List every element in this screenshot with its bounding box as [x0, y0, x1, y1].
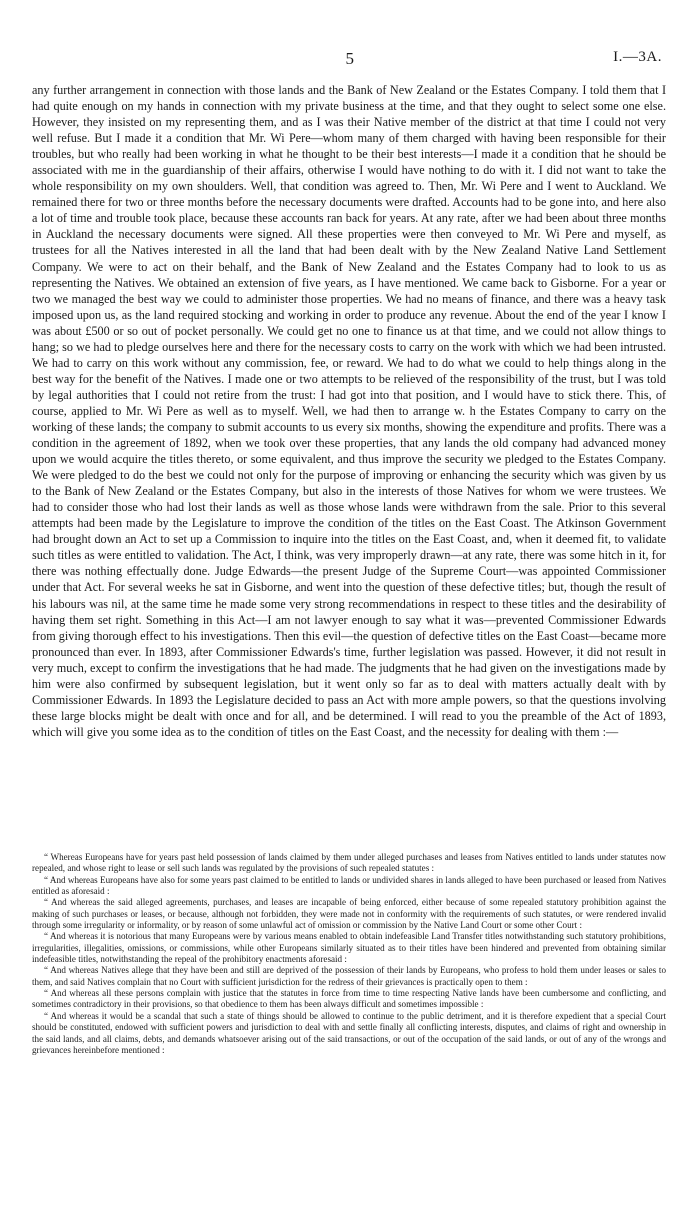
- act-preamble-quotation: [32, 852, 666, 1056]
- body-paragraph: any further arrangement in connection with those lands and the Bank of New Zealand or the Estates Company. I told them that I had quite enough on my hands in connection with my private business at the time, and that they ought to select some one else. However, they insisted on my representing them, and as I was their Native member of the district at that time I could not very well refuse. But I made it a condition that Mr. Wi Pere—whom many of them charged with having been responsible for their troubles, but who really had been working in what he thought to be their best interests—I made it a condition that he should be associated with me in the guardianship of their affairs, otherwise I would have nothing to do with it. I did not want to take the whole responsibility on my own shoulders. Well, that condition was agreed to. Then, Mr. Wi Pere and I went to Auckland. We remained there for two or three months before the necessary documents were drafted. Accounts had to be gone into, and here also a lot of time and trouble took place, because these accounts ran back for years. At any rate, after we had been about three months in Auckland the necessary documents were signed. All these properties were then conveyed to Mr. Wi Pere and myself, as trustees for all the Natives interested in all the land that had been dealt with by the New Zealand Native Land Settlement Company. We were to act on their behalf, and the Bank of New Zealand and the Estates Company had to look to us as representing the Natives. We obtained an extension of five years, as I have mentioned. We came back to Gisborne. For a year or two we managed the best way we could to administer those properties. We had no means of finance, and there was a heavy task imposed upon us, as the land required stocking and working in order to produce any revenue. About the end of the year I know I was about £500 or so out of pocket personally. We could get no one to finance us at that time, and we could not allow things to hang; so we had to pledge ourselves here and there for the necessary costs to carry on the work with which we had been intrusted. We had to carry on this work without any commission, fee, or reward. We had to do what we could to help things along in the best way for the benefit of the Natives. I made one or two attempts to be relieved of the responsibility of the trust, but I was told by legal authorities that I could not retire from the trust: I had got into that position, and I would have to stick there. This, of course, applied to Mr. Wi Pere as well as to myself. Well, we had then to arrange w. h the Estates Company to carry on the working of these lands; the company to submit accounts to us every six months, showing the expenditure and profits. There was a condition in the agreement of 1892, when we took over these properties, that any lands the old company had advanced money upon we would acquire the titles thereto, or some equivalent, and thus improve the security we pledged to the Estates Company. We were pledged to do the best we could not only for the purpose of improving or enhancing the security which was given by us to the Bank of New Zealand or the Estates Company, but also in the interests of those Natives for whom we were trustees. We had to consider those who had lost their lands as well as those whose lands were withdrawn from the sale. Prior to this several attempts had been made by the Legislature to improve the condition of the titles on the East Coast. The Atkinson Government had brought down an Act to set up a Commission to inquire into the titles on the East Coast, and, when it deemed fit, to validate such titles as were entitled to validation. The Act, I think, was very improperly drawn—at any rate, there was some hitch in it, for there was nothing effectually done. Judge Edwards—the present Judge of the Supreme Court—was appointed Commissioner under that Act. For several weeks he sat in Gisborne, and went into the question of these defective titles; but, though the result of his labours was nil, at the same time he made some very strong recommendations in respect to these titles and the desirability of having them set right. Something in this Act—I am not lawyer enough to say what it was—prevented Commissioner Edwards from giving thorough effect to his investigations. Then this evil—the question of defective titles on the East Coast—became more pronounced than ever. In 1893, after Commissioner Edwards's time, further legislation was passed. However, it did not result in very much, except to confirm the investigations that he had made. The judgments that he had given on the investigations made by him were also confirmed by subsequent legislation, but it went only so far as to deal with matters actually dealt with by Commissioner Edwards. In 1893 the Legislature decided to pass an Act with more ample powers, so that the questions involving these large blocks might be dealt with once and for all, and be determined. I will read to you the preamble of the Act of 1893, which will give you some idea as to the condition of titles on the East Coast, and the necessity for dealing with them :—: [32, 83, 666, 739]
- quotation-paragraph: “ And whereas Europeans have also for some years past claimed to be entitled to lands or undivided shares in lands alleged to have been purchased or leased from Natives entitled as aforesaid :: [32, 874, 666, 897]
- quotation-paragraph: “ And whereas Natives allege that they have been and still are deprived of the possession of their lands by Europeans, who profess to hold them under leases or sales to them, and said Natives complain that no Court with sufficient jurisdiction for the redress of their grievances is practically open to them :: [32, 965, 666, 987]
- quotation-paragraph: “ And whereas all these persons complain with justice that the statutes in force from time to time respecting Native lands have been cumbersome and conflicting, and sometimes contradictory in their provisions, so that obedience to them has been always difficult and sometimes impossible :: [32, 988, 666, 1010]
- quotation-paragraph: “ And whereas it is notorious that many Europeans were by various means enabled to obtain indefeasible Land Transfer titles notwithstanding such statutory prohibitions, irregularities, illegalities, omissions, or commissions, while other Europeans similarly situated as to their titles have been hindered and prevented from obtaining similar indefeasible titles, notwithstanding the repeal of the prohibitory enactments aforesaid :: [32, 931, 666, 965]
- page-number: 5: [345, 49, 355, 68]
- quotation-paragraph: “ Whereas Europeans have for years past held possession of lands claimed by them under alleged purchases and leases from Natives entitled to lands under statutes now repealed, and whose right to lease or sell such lands was regulated by the provisions of such repealed statutes :: [32, 852, 666, 874]
- quotation-paragraph: “ And whereas it would be a scandal that such a state of things should be allowed to continue to the public detriment, and it is therefore expedient that a special Court should be constituted, endowed with sufficient powers and jurisdiction to deal with and settle finally all conflicting interests, disputes, and claims of right and ownership in the said lands, and all claims, debts, and demands whatsoever arising out of the said transactions, or out of the occupation of the said lands, or out of any of the wrongs and grievances hereinbefore mentioned :: [32, 1010, 666, 1055]
- body-text: [32, 82, 666, 740]
- quotation-paragraph: “ And whereas the said alleged agreements, purchases, and leases are incapable of being enforced, either because of some repealed statutory prohibition against the making of such purchases or leases, or because, although not forbidden, they were made not in conformity with the requirements of such statutes, or were rendered invalid through some irregularity or informality, or by reason of some unlawful act of omission or commission by the Native Land Court or some other Court :: [32, 897, 666, 931]
- page-reference: I.—3A.: [613, 49, 662, 65]
